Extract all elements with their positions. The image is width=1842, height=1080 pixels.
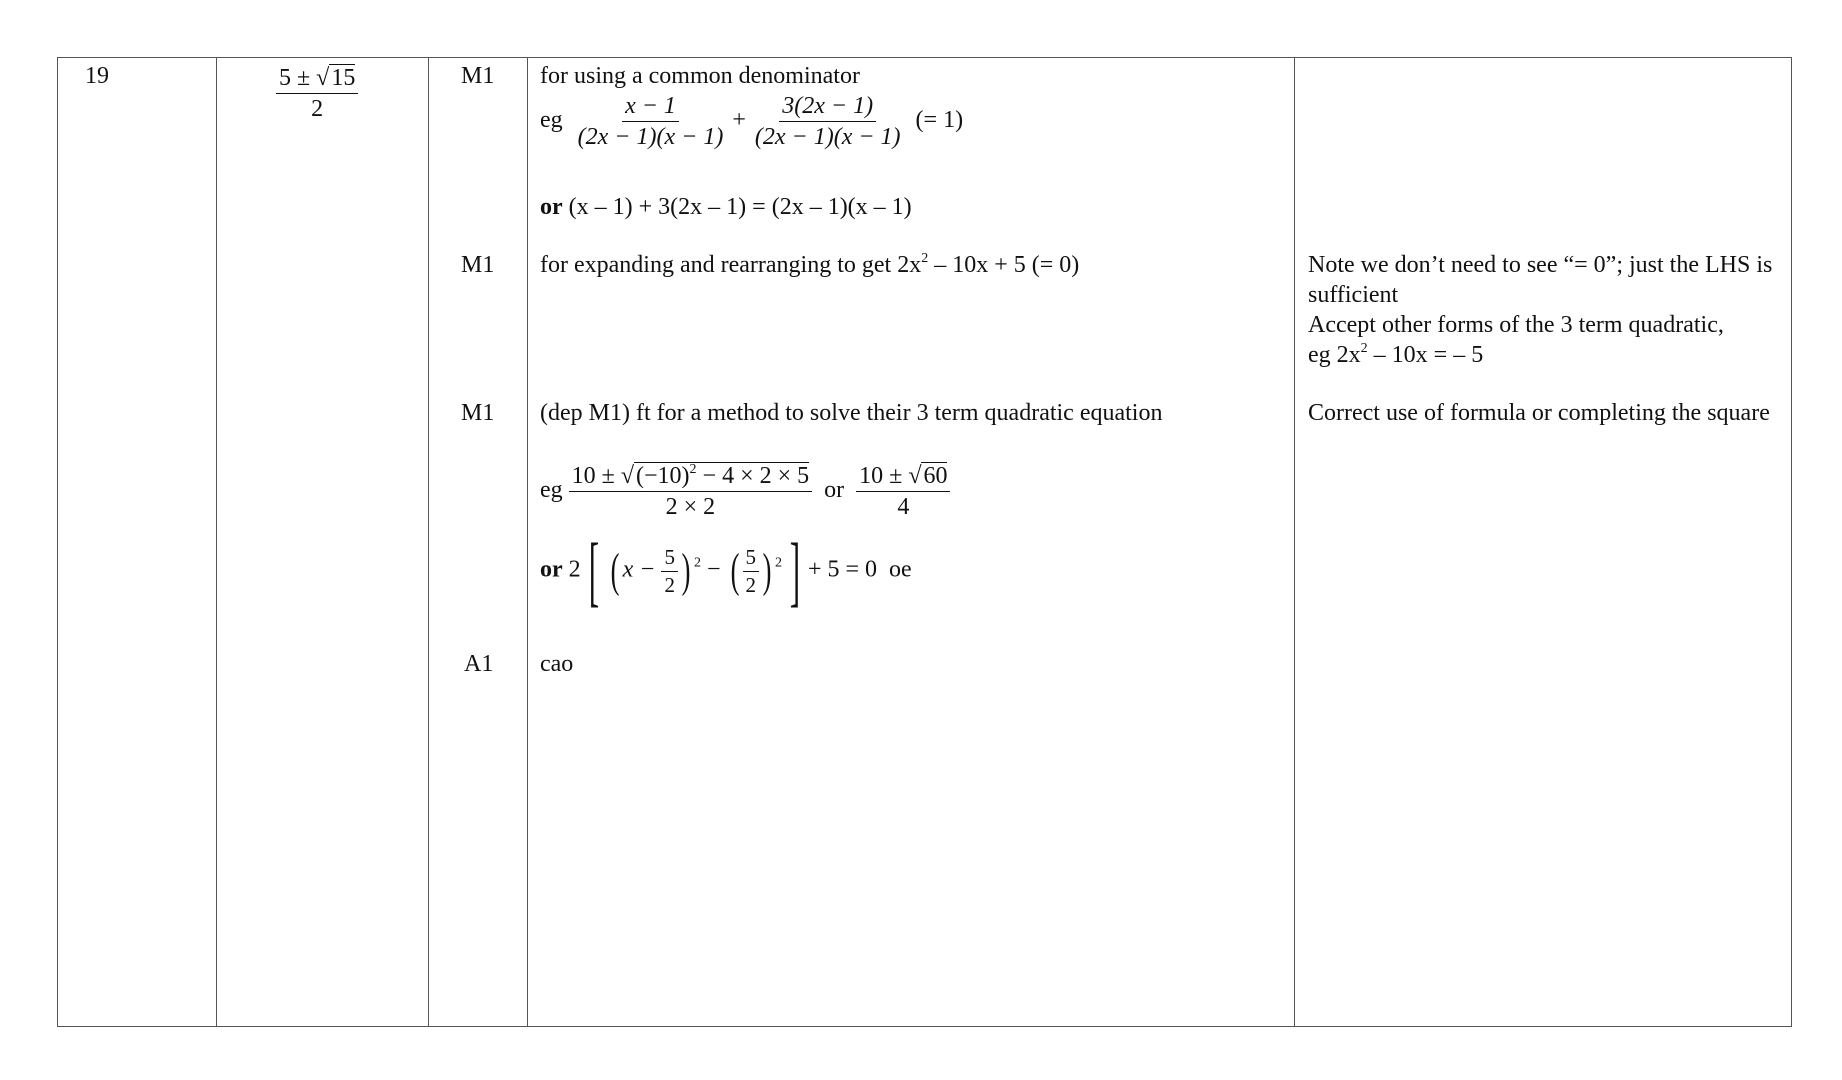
fraction-denominator: (2x − 1)(x − 1) (754, 124, 901, 150)
method-text: (dep M1) ft for a method to solve their 3 term quadratic equation (540, 400, 1163, 426)
eg-label: eg (540, 107, 563, 134)
right-paren: ) (762, 544, 772, 597)
note-example (1308, 340, 1788, 370)
mark-code: M1 (461, 252, 495, 278)
method-text: cao (540, 651, 574, 677)
note-line: Accept other forms of the 3 term quadratic, (1308, 312, 1724, 338)
fraction-denominator: 4 (897, 494, 910, 520)
root-term: (−10) (636, 463, 690, 489)
answer-numerator-prefix: 5 ± (279, 65, 317, 91)
column-divider (1294, 57, 1295, 1027)
question-number: 19 (85, 63, 109, 89)
left-paren: ( (610, 544, 620, 597)
note-line: Note we don’t need to see “= 0”; just the LHS is sufficient (1308, 252, 1773, 308)
column-divider (527, 57, 528, 1027)
root-term: − 4 × 2 × 5 (696, 463, 810, 489)
alternative-equation: (x – 1) + 3(2x – 1) = (2x – 1)(x – 1) (568, 194, 912, 220)
note-example-suffix: – 10x = – 5 (1367, 342, 1484, 368)
or-label: or (824, 477, 845, 504)
guidance-note: Correct use of formula or completing the square (1308, 400, 1770, 426)
method-text (540, 253, 1079, 277)
answer-denominator: 2 (311, 96, 324, 122)
completing-square-example (540, 527, 912, 614)
fraction-denominator: (2x − 1)(x − 1) (577, 124, 724, 150)
superscript: 2 (689, 462, 697, 477)
method-text: for using a common denominator (540, 63, 860, 89)
answer-root: 15 (331, 65, 356, 91)
quadratic-formula-example: eg $\frac{10 \pm √(-10)^2 - 4 \times 2 \times 5}{2 \times 2}$ or $\frac{10 \pm √60}{4}$ (540, 464, 950, 519)
equals-one: (= 1) (915, 107, 964, 134)
fraction-numerator: 5 (743, 547, 760, 572)
fraction-denominator: 2 (745, 572, 756, 597)
coefficient: 2 (568, 556, 581, 583)
or-label: or (540, 194, 563, 220)
superscript: 2 (774, 555, 782, 571)
minus-sign: − (706, 556, 721, 583)
plus-sign: + (732, 107, 746, 134)
fraction-numerator: 5 (661, 547, 678, 572)
right-bracket: ] (789, 527, 801, 614)
guidance-note (1308, 250, 1788, 370)
fraction-denominator: 2 (664, 572, 675, 597)
x-term: x − (622, 556, 656, 583)
root-term: 60 (923, 463, 948, 489)
superscript: 2 (1360, 341, 1368, 356)
or-label: or (540, 556, 563, 583)
mark-code: M1 (461, 400, 495, 426)
right-paren: ) (681, 544, 691, 597)
method-text-prefix: for expanding and rearranging to get 2x (540, 252, 922, 278)
common-denominator-example (540, 94, 963, 149)
superscript: 2 (693, 555, 701, 571)
oe-label: oe (889, 556, 912, 583)
note-example-prefix: eg 2x (1308, 342, 1361, 368)
fraction-denominator: 2 × 2 (665, 494, 716, 520)
left-paren: ( (730, 544, 739, 597)
fraction-numerator-prefix: 10 ± (859, 463, 909, 489)
mark-scheme-table (57, 57, 1792, 1027)
mark-code: M1 (461, 63, 495, 89)
answer-fraction: $\frac{5 \pm √15}{2}$ (276, 66, 358, 121)
column-divider (428, 57, 429, 1027)
fraction-numerator: 3(2x − 1) (779, 94, 876, 122)
left-bracket: [ (588, 527, 599, 614)
fraction-numerator-prefix: 10 ± (571, 463, 621, 489)
superscript: 2 (921, 251, 929, 266)
fraction-numerator: x − 1 (622, 94, 679, 122)
method-text-suffix: – 10x + 5 (= 0) (928, 252, 1080, 278)
alternative-expression (540, 195, 912, 219)
column-divider (216, 57, 217, 1027)
eg-label: eg (540, 477, 563, 504)
equation-tail: + 5 = 0 (807, 556, 878, 583)
mark-code: A1 (464, 651, 494, 677)
